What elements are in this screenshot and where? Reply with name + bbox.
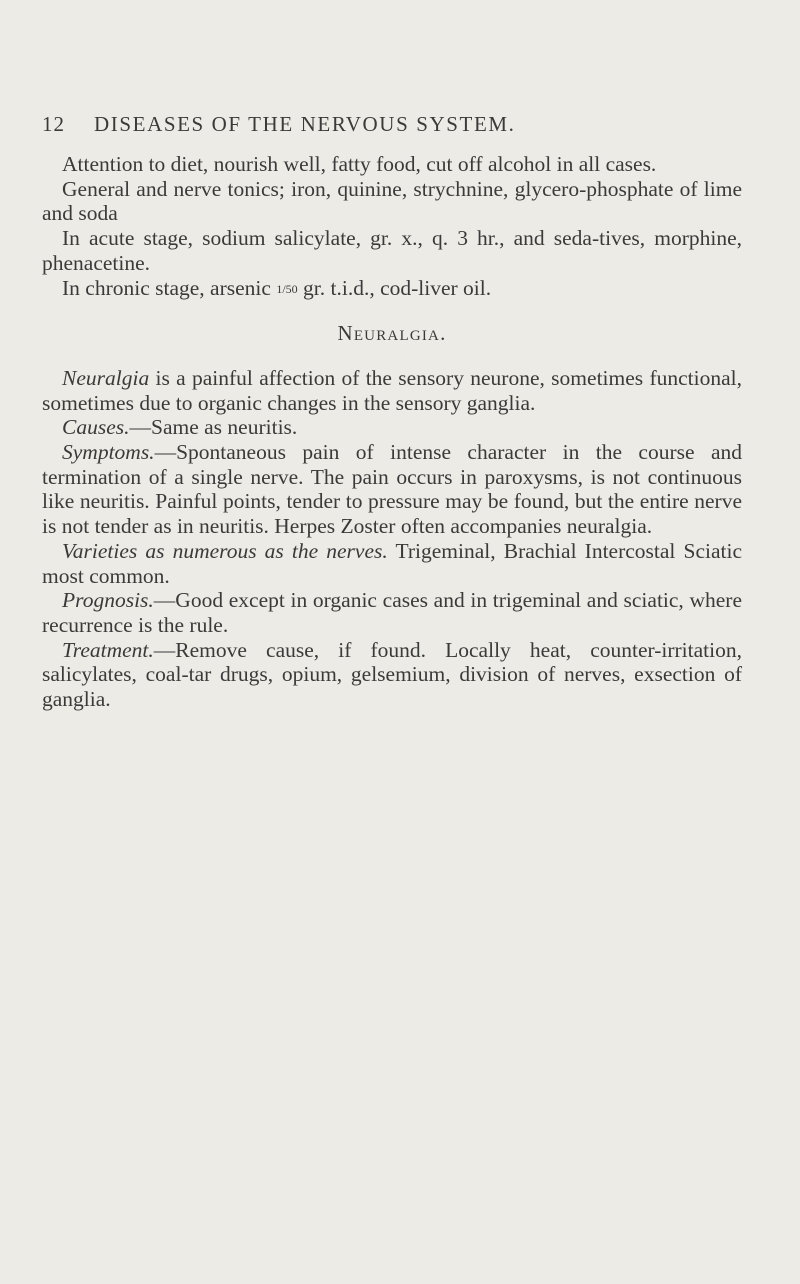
paragraph-diet: Attention to diet, nourish well, fatty food, cut off alcohol in all cases. <box>62 152 657 176</box>
entry-label: Varieties as numerous as the nerves. <box>62 538 388 563</box>
chronic-text-after: gr. t.i.d., cod-liver oil. <box>297 275 492 300</box>
entry-label: Causes. <box>62 415 130 440</box>
section-heading: Neuralgia. <box>337 321 447 346</box>
page-body <box>42 152 742 712</box>
running-title: DISEASES OF THE NERVOUS SYSTEM. <box>94 112 516 136</box>
page-number: 12 <box>42 112 65 136</box>
entry-text: —Remove cause, if found. Locally heat, counter-irritation, salicylates, coal-tar drugs, opium, gelsemium, division of nerves, exsection of ganglia. <box>42 637 742 712</box>
entry-text: —Same as neuritis. <box>129 415 298 440</box>
entry-text: —Spontaneous pain of intense character in the course and termination of a single nerve. The pain occurs in paroxysms, is not continuous like neuritis. Painful points, tender to pressure may be found, but the entire nerve is not tender as in neuritis. Herpes Zoster often accompanies neuralgia. <box>42 440 742 539</box>
paragraph-acute-stage: In acute stage, sodium salicylate, gr. x., q. 3 hr., and seda-tives, morphine, phenacetine. <box>42 226 742 275</box>
entry-label: Prognosis. <box>62 588 154 613</box>
entry-label: Symptoms. <box>62 440 155 465</box>
entry-label: Treatment. <box>62 637 154 662</box>
entry-symptoms <box>42 440 742 539</box>
paragraph-tonics: General and nerve tonics; iron, quinine, strychnine, glycero-phosphate of lime and soda <box>42 176 742 226</box>
entry-label: Neuralgia <box>62 365 150 390</box>
entry-text: Trigeminal, Brachial Intercostal Sciatic most common. <box>42 538 742 588</box>
entry-prognosis <box>42 588 742 637</box>
entry-text: —Good except in organic cases and in trigeminal and sciatic, where recurrence is the rule. <box>42 588 742 637</box>
entry-treatment <box>42 638 742 712</box>
entry-definition <box>42 366 742 415</box>
paragraph-chronic-stage <box>42 276 742 302</box>
entry-varieties <box>42 539 742 588</box>
entry-causes <box>42 415 742 440</box>
running-header <box>42 112 742 142</box>
dose-fraction: 1/50 <box>276 281 298 296</box>
chronic-text-before: In chronic stage, arsenic <box>62 275 277 300</box>
entry-text: is a painful affection of the sensory neurone, sometimes functional, sometimes due to organic changes in the sensory ganglia. <box>42 365 742 415</box>
